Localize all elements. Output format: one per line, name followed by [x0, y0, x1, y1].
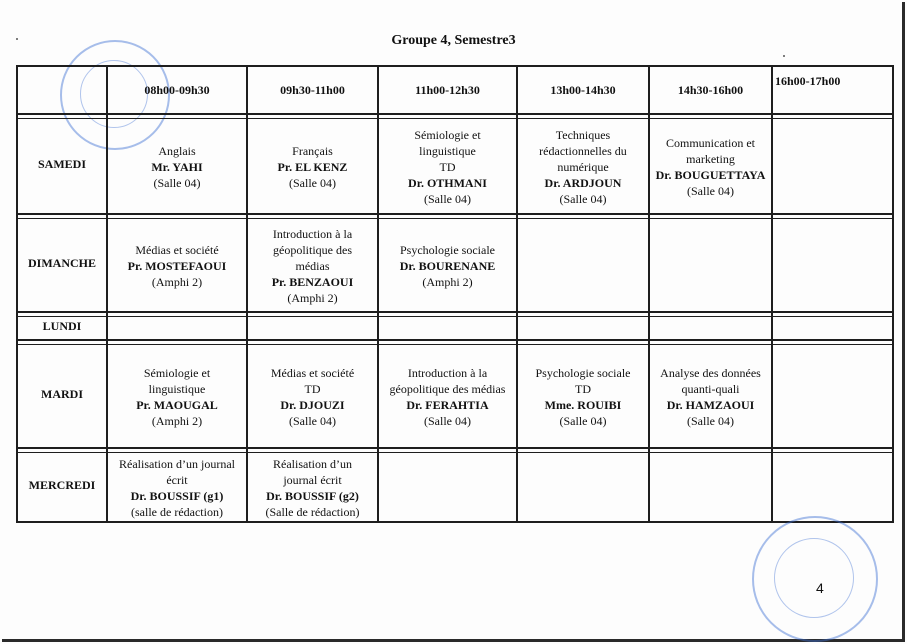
grid-line-horizontal: [16, 344, 892, 345]
course-name: TD: [304, 381, 321, 396]
session-cell: [108, 220, 246, 311]
time-slot-label: 16h00-17h00: [775, 74, 841, 88]
teacher-name: Dr. BOURENANE: [399, 258, 496, 273]
session-cell: [650, 120, 771, 213]
grid-line-horizontal: [16, 213, 892, 215]
teacher-name: Pr. MAOUGAL: [136, 397, 218, 412]
course-name: Médias et société: [270, 365, 355, 380]
room-label: (Amphi 2): [422, 274, 473, 289]
teacher-name: Dr. ARDJOUN: [544, 175, 622, 190]
teacher-name: Dr. FERAHTIA: [406, 397, 489, 412]
empty-cell: [773, 318, 892, 339]
time-slot-header: [248, 67, 377, 113]
day-label-cell: [18, 215, 106, 311]
grid-line-horizontal: [16, 118, 892, 119]
room-label: (Salle 04): [424, 191, 471, 206]
day-label-cell: [18, 313, 106, 339]
empty-cell: [379, 318, 516, 339]
empty-cell: [248, 318, 377, 339]
course-name: Psychologie sociale: [535, 365, 631, 380]
course-name: Réalisation d’un: [273, 456, 352, 471]
time-slot-label: 08h00-09h30: [144, 83, 210, 97]
empty-cell: [379, 454, 516, 521]
room-label: (Amphi 2): [151, 413, 203, 428]
course-name: écrit: [166, 472, 188, 487]
session-cell: [248, 454, 377, 521]
time-slot-label: 14h30-16h00: [677, 83, 744, 97]
teacher-name: Dr. BOUSSIF (g2): [266, 488, 359, 503]
room-label: (salle de rédaction): [131, 504, 223, 519]
empty-cell: [773, 220, 892, 311]
course-name: Analyse des données: [660, 365, 761, 380]
course-name: Médias et société: [135, 242, 219, 257]
room-label: (Amphi 2): [151, 274, 203, 289]
empty-cell: [773, 120, 892, 213]
teacher-name: Pr. BENZAOUI: [271, 274, 354, 289]
teacher-name: Pr. EL KENZ: [277, 159, 348, 174]
day-label-cell: [18, 341, 106, 447]
session-cell: [108, 454, 246, 521]
session-cell: [248, 120, 377, 213]
session-cell: [518, 346, 648, 447]
empty-cell: [518, 454, 648, 521]
empty-cell: [773, 346, 892, 447]
grid-line-horizontal: [16, 452, 892, 453]
official-stamp-bottom-right: [752, 516, 878, 642]
teacher-name: Dr. BOUSSIF (g1): [130, 488, 224, 503]
day-label: SAMEDI: [37, 157, 86, 171]
teacher-name: Dr. OTHMANI: [408, 175, 487, 190]
session-cell: [379, 346, 516, 447]
room-label: (Salle 04): [153, 175, 201, 190]
grid-line-horizontal: [16, 339, 892, 341]
session-cell: [650, 346, 771, 447]
day-label: MERCREDI: [28, 478, 96, 492]
empty-cell: [650, 454, 771, 521]
course-name: linguistique: [148, 381, 206, 396]
day-label: MARDI: [41, 387, 83, 401]
session-cell: [108, 120, 246, 213]
teacher-name: Dr. BOUGUETTAYA: [655, 167, 766, 182]
page-title: Groupe 4, Semestre3: [391, 33, 516, 48]
room-label: (Salle 04): [424, 413, 471, 428]
time-slot-label: 13h00-14h30: [550, 83, 616, 97]
room-label: (Salle de rédaction): [265, 504, 360, 519]
course-name: journal écrit: [283, 472, 342, 487]
course-name: géopolitique des médias: [389, 381, 506, 396]
session-cell: [108, 346, 246, 447]
course-name: quanti-quali: [681, 381, 740, 396]
course-name: Introduction à la: [407, 365, 488, 380]
course-name: TD: [575, 381, 591, 396]
room-label: (Salle 04): [289, 413, 336, 428]
course-name: numérique: [557, 159, 609, 174]
empty-cell: [650, 220, 771, 311]
time-slot-label: 11h00-12h30: [415, 83, 480, 97]
time-slot-header: [518, 67, 648, 113]
empty-cell: [518, 220, 648, 311]
grid-line-horizontal: [16, 447, 892, 449]
room-label: (Salle 04): [289, 175, 336, 190]
teacher-name: Mr. YAHI: [151, 159, 203, 174]
time-slot-header: [108, 67, 246, 113]
room-label: (Salle 04): [559, 413, 607, 428]
time-slot-header: [650, 67, 771, 113]
course-name: Sémiologie et: [414, 127, 481, 142]
course-name: TD: [439, 159, 456, 174]
course-name: linguistique: [419, 143, 476, 158]
session-cell: [379, 120, 516, 213]
teacher-name: Mme. ROUIBI: [544, 397, 622, 412]
empty-cell: [108, 318, 246, 339]
grid-line-vertical: [892, 65, 894, 523]
room-label: (Salle 04): [687, 183, 734, 198]
course-name: Communication et: [666, 135, 755, 150]
course-name: rédactionnelles du: [539, 143, 627, 158]
time-slot-header: [379, 67, 516, 113]
course-name: médias: [295, 258, 330, 273]
course-name: Sémiologie et: [143, 365, 211, 380]
teacher-name: Dr. DJOUZI: [280, 397, 345, 412]
course-name: Techniques: [555, 127, 611, 142]
course-name: marketing: [686, 151, 735, 166]
grid-line-horizontal: [16, 521, 892, 523]
grid-line-horizontal: [16, 316, 892, 317]
room-label: (Salle 04): [687, 413, 734, 428]
day-label: DIMANCHE: [28, 256, 96, 270]
teacher-name: Pr. MOSTEFAOUI: [127, 258, 227, 273]
day-label: LUNDI: [42, 319, 82, 333]
page-number: 4: [816, 580, 824, 596]
day-label-cell: [18, 449, 106, 521]
session-cell: [248, 346, 377, 447]
course-name: Introduction à la: [272, 226, 353, 241]
time-slot-label: 09h30-11h00: [280, 83, 345, 97]
empty-cell: [518, 318, 648, 339]
empty-cell: [773, 454, 892, 521]
session-cell: [248, 220, 377, 311]
course-name: géopolitique des: [273, 242, 352, 257]
course-name: Anglais: [158, 143, 196, 158]
session-cell: [379, 220, 516, 311]
session-cell: [518, 120, 648, 213]
course-name: Psychologie sociale: [400, 242, 495, 257]
grid-line-horizontal: [16, 311, 892, 313]
time-slot-header: [773, 67, 892, 113]
course-name: Français: [292, 143, 333, 158]
teacher-name: Dr. HAMZAOUI: [666, 397, 755, 412]
empty-cell: [650, 318, 771, 339]
room-label: (Salle 04): [559, 191, 607, 206]
room-label: (Amphi 2): [287, 290, 338, 305]
grid-line-horizontal: [16, 218, 892, 219]
day-label-cell: [18, 115, 106, 213]
grid-line-horizontal: [16, 113, 892, 115]
course-name: Réalisation d’un journal: [119, 456, 235, 471]
